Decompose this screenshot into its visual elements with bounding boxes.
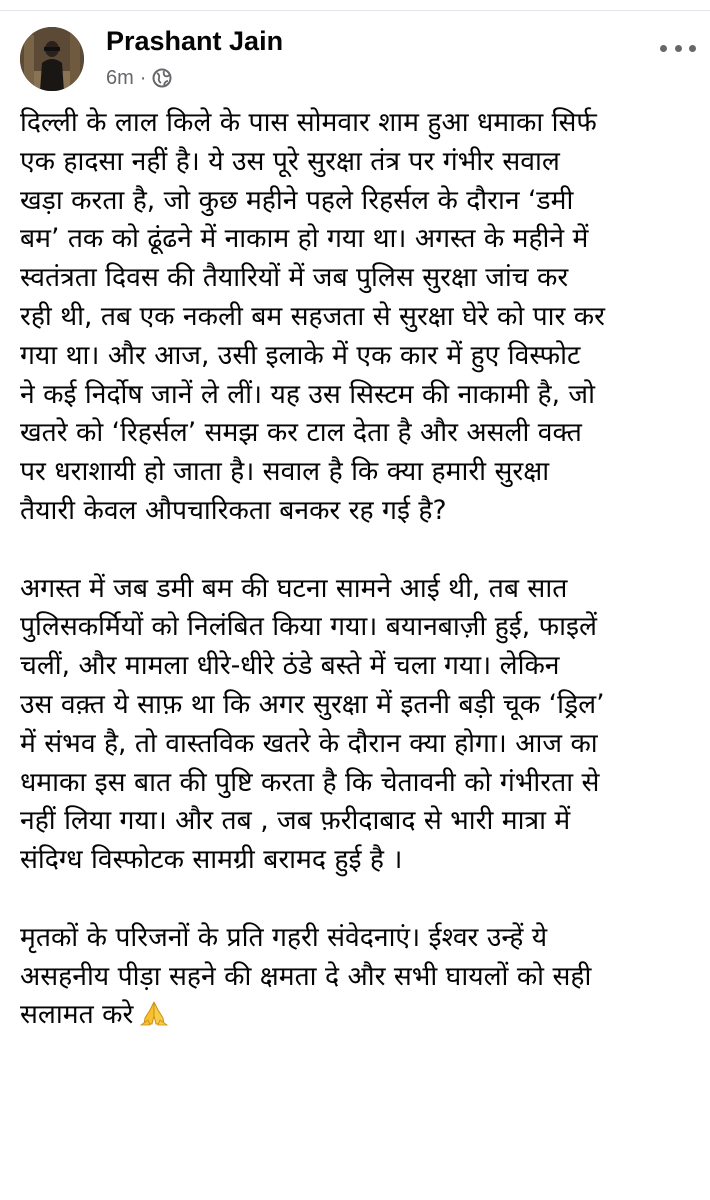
text-line-last — [20, 996, 700, 1035]
folded-hands-icon — [139, 998, 169, 1028]
paragraph-1 — [20, 104, 700, 531]
text-line: स्वतंत्रता दिवस की तैयारियों में जब पुलिस सुरक्षा जांच कर — [20, 262, 569, 294]
text-line: दिल्ली के लाल किले के पास सोमवार शाम हुआ धमाका सिर्फ — [20, 107, 597, 138]
text-line: बम’ तक को ढूंढने में नाकाम हो गया था। अगस्त के महीने में — [20, 223, 589, 255]
text-line: एक हादसा नहीं है। ये उस पूरे सुरक्षा तंत्र पर गंभीर सवाल — [20, 145, 560, 177]
author-name[interactable]: Prashant Jain — [106, 26, 284, 56]
text-line: रही थी, तब एक नकली बम सहजता से सुरक्षा घेरे को पार कर — [20, 300, 605, 332]
text-line-content: सलामत करे — [20, 999, 134, 1031]
text-line: ने कई निर्दोष जानें ले लीं। यह उस सिस्टम की नाकामी है, जो — [20, 378, 595, 410]
text-line: अगस्त में जब डमी बम की घटना सामने आई थी, तब सात — [20, 572, 568, 604]
globe-icon[interactable] — [152, 68, 172, 88]
top-divider — [0, 0, 710, 11]
more-horizontal-icon[interactable] — [660, 38, 696, 58]
text-line: गया था। और आज, उसी इलाके में एक कार में हुए विस्फोट — [20, 339, 581, 371]
text-line: में संभव है, तो वास्तविक खतरे के दौरान क्या होगा। आज का — [20, 727, 598, 759]
text-line: खड़ा करता है, जो कुछ महीने पहले रिहर्सल के दौरान ‘डमी — [20, 184, 574, 216]
text-line: उस वक़्त ये साफ़ था कि अगर सुरक्षा में इतनी बड़ी चूक ‘ड्रिल’ — [20, 688, 605, 720]
post-meta — [106, 66, 172, 90]
post-body — [20, 104, 700, 1035]
meta-separator: · — [139, 66, 147, 89]
text-line: तैयारी केवल औपचारिकता बनकर रह गई है? — [20, 494, 447, 526]
post-header — [0, 18, 710, 98]
post-timestamp[interactable]: 6m — [106, 66, 134, 89]
text-line: खतरे को ‘रिहर्सल’ समझ कर टाल देता है और असली वक्त — [20, 417, 582, 449]
text-line: पुलिसकर्मियों को निलंबित किया गया। बयानबाज़ी हुई, फाइलें — [20, 611, 597, 643]
text-line: संदिग्ध विस्फोटक सामग्री बरामद हुई है । — [20, 844, 403, 876]
avatar-image — [20, 27, 84, 91]
paragraph-2 — [20, 570, 700, 880]
text-line: नहीं लिया गया। और तब , जब फ़रीदाबाद से भारी मात्रा में — [20, 805, 571, 837]
text-line: पर धराशायी हो जाता है। सवाल है कि क्या हमारी सुरक्षा — [20, 456, 550, 488]
text-line: असहनीय पीड़ा सहने की क्षमता दे और सभी घायलों को सही — [20, 960, 592, 992]
text-line: चलीं, और मामला धीरे-धीरे ठंडे बस्ते में चला गया। लेकिन — [20, 650, 560, 682]
text-line: धमाका इस बात की पुष्टि करता है कि चेतावनी को गंभीरता से — [20, 766, 600, 798]
avatar[interactable] — [20, 27, 84, 91]
text-line: मृतकों के परिजनों के प्रति गहरी संवेदनाएं। ईश्वर उन्हें ये — [20, 921, 548, 953]
paragraph-3 — [20, 919, 700, 1035]
